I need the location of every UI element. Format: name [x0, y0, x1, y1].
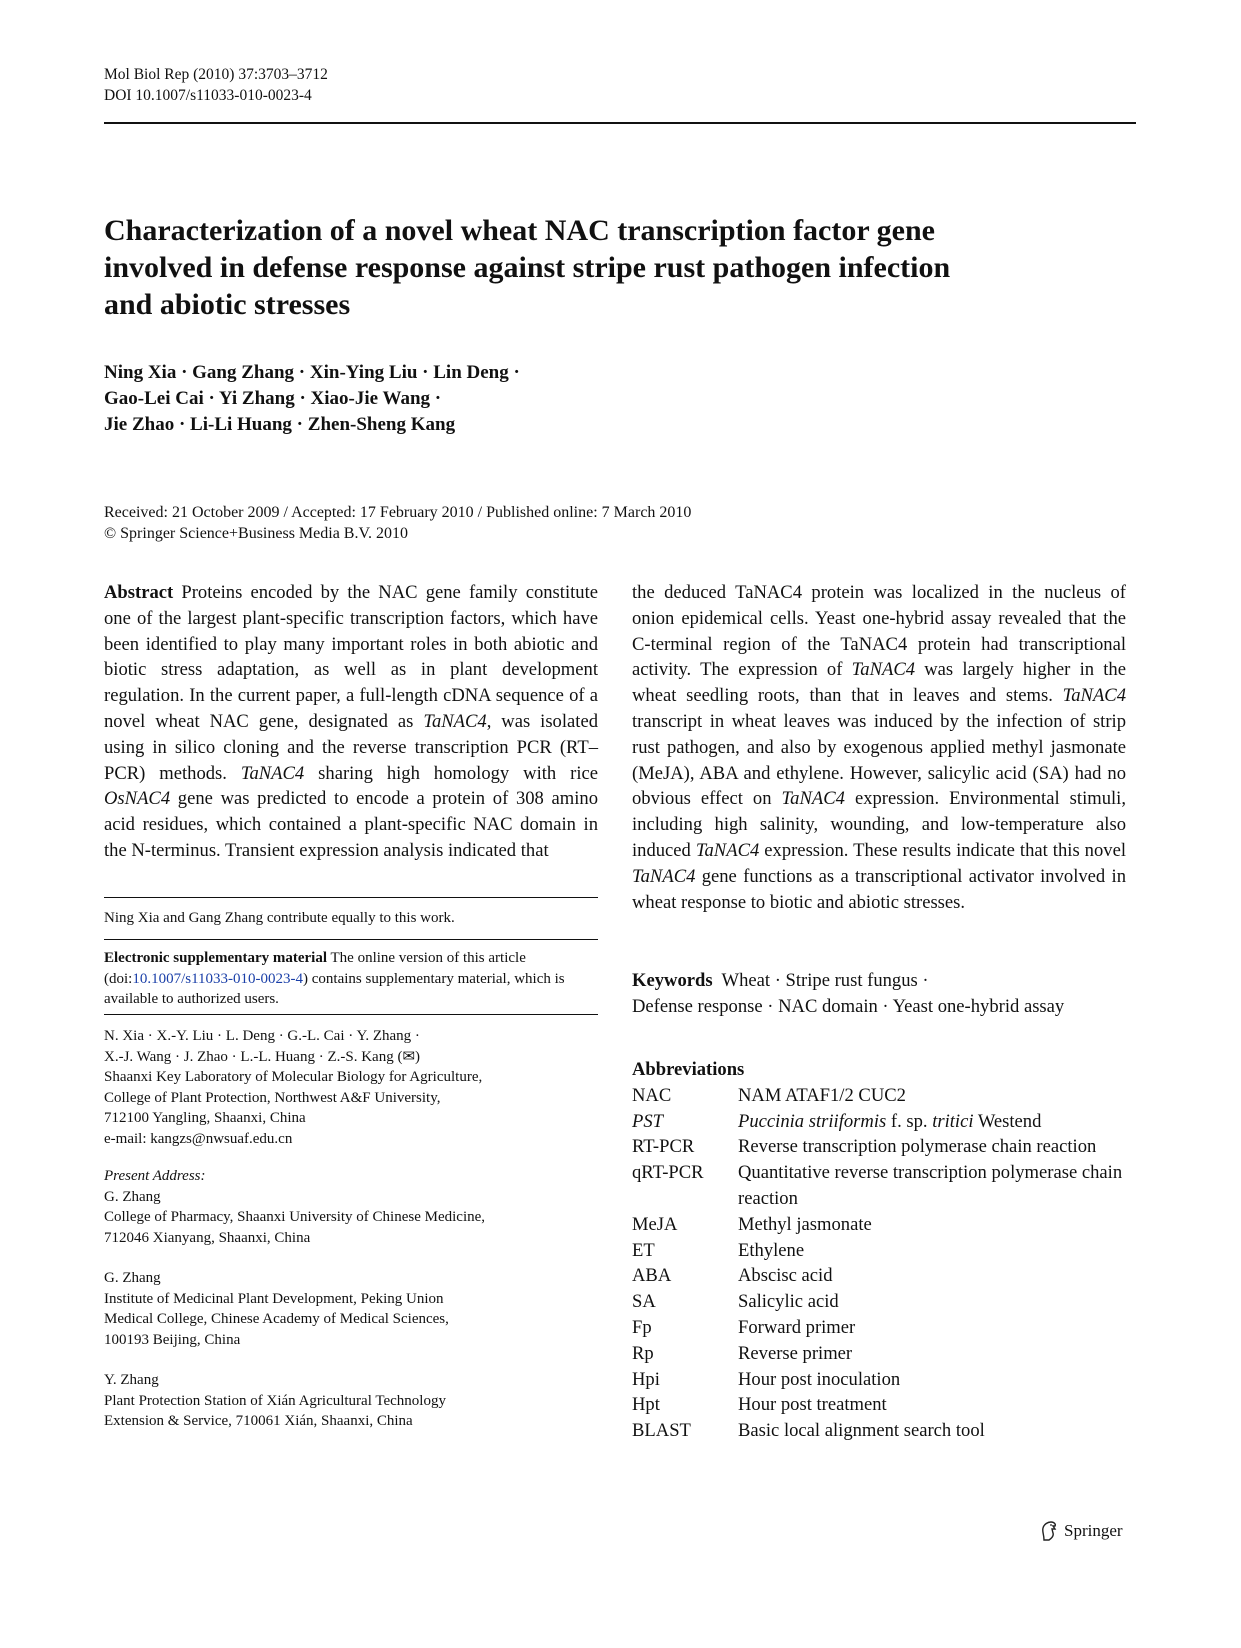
abbreviation-definition: Abscisc acid [738, 1265, 833, 1287]
abstract-heading: Abstract [104, 582, 174, 603]
abbreviation-row [632, 1109, 1132, 1135]
abbreviation-term: RT-PCR [632, 1136, 695, 1158]
affiliation-line: 712100 Yangling, Shaanxi, China [104, 1110, 306, 1126]
esm-text: The online version of this article (doi: [104, 950, 526, 987]
present-address-line: Extension & Service, 710061 Xián, Shaanxi, China [104, 1413, 413, 1429]
abbreviation-row [632, 1160, 1132, 1212]
footnote-divider [104, 1014, 598, 1015]
gene-name: TaNAC4 [695, 839, 760, 861]
abstract-paragraph-continued [632, 580, 1126, 915]
esm-heading: Electronic supplementary material [104, 950, 328, 966]
abbreviation-definition: Quantitative reverse transcription polymerase chain reaction [738, 1162, 1123, 1209]
footnote-divider [104, 897, 598, 898]
abbreviation-term: ET [632, 1239, 655, 1261]
present-address-name: Y. Zhang [104, 1372, 159, 1388]
gene-name: TaNAC4 [851, 659, 916, 681]
abbreviation-definition: Hour post inoculation [738, 1368, 901, 1390]
abbreviation-definition: Reverse transcription polymerase chain reaction [738, 1136, 1097, 1158]
springer-horse-icon [1040, 1520, 1060, 1542]
title-line: Characterization of a novel wheat NAC transcription factor gene [104, 214, 935, 247]
copyright-line: © Springer Science+Business Media B.V. 2010 [104, 525, 408, 542]
abbreviation-row [632, 1418, 1132, 1444]
affiliation-line: Shaanxi Key Laboratory of Molecular Biology for Agriculture, [104, 1069, 483, 1085]
footnote-divider [104, 939, 598, 940]
abbreviation-row [632, 1289, 1132, 1315]
abbreviation-definition: Salicylic acid [738, 1291, 839, 1313]
present-address-block [104, 1166, 598, 1432]
article-title [104, 212, 1104, 323]
present-address-line: College of Pharmacy, Shaanxi University of Chinese Medicine, [104, 1209, 486, 1225]
esm-doi-link[interactable]: 10.1007/s11033-010-0023-4 [132, 970, 304, 987]
abbreviation-definition: Ethylene [738, 1239, 805, 1261]
abstract-text: the deduced TaNAC4 protein was localized in the nucleus of onion epidemical cells. Yeast one-hybrid assay revealed that the C-terminal region of the TaNAC4 protein had transcriptional activity. The expression of [632, 582, 1126, 681]
affiliation-line: College of Plant Protection, Northwest A&F University, [104, 1089, 441, 1106]
keywords-text: Wheat · Stripe rust fungus · [712, 970, 929, 991]
doi: DOI 10.1007/s11033-010-0023-4 [104, 87, 312, 104]
contact-email: e-mail: kangzs@nwsuaf.edu.cn [104, 1130, 293, 1147]
equal-contribution-note [104, 908, 598, 929]
abbreviation-definition: Reverse primer [738, 1342, 853, 1364]
abstract-text: sharing high homology with rice [304, 762, 598, 784]
author-line: Gao-Lei Cai · Yi Zhang · Xiao-Jie Wang · [104, 388, 442, 409]
abbreviation-definition: Puccinia striiformis f. sp. tritici Westend [738, 1110, 1042, 1132]
abbreviation-term: Hpi [632, 1368, 660, 1390]
abbreviation-term: ABA [632, 1265, 672, 1287]
abstract-paragraph [104, 580, 598, 864]
esm-note [104, 948, 574, 1010]
abbreviation-term: NAC [632, 1084, 672, 1106]
abbreviation-definition: Hour post treatment [738, 1394, 887, 1416]
gene-name: TaNAC4 [240, 762, 305, 784]
present-address-label: Present Address: [104, 1168, 206, 1184]
received-accepted-line: Received: 21 October 2009 / Accepted: 17 February 2010 / Published online: 7 March 2010 [104, 504, 692, 521]
author-line: Jie Zhao · Li-Li Huang · Zhen-Sheng Kang [104, 414, 456, 435]
abbreviation-row [632, 1083, 1132, 1109]
title-line: involved in defense response against stripe rust pathogen infection [104, 251, 951, 284]
journal-citation: Mol Biol Rep (2010) 37:3703–3712 [104, 66, 328, 83]
abbreviations-block [632, 1057, 1132, 1444]
present-address-line: Medical College, Chinese Academy of Medical Sciences, [104, 1311, 449, 1327]
abbreviation-term: SA [632, 1291, 656, 1313]
abbreviation-term: Hpt [632, 1394, 660, 1416]
present-address-line: Institute of Medicinal Plant Development, Peking Union [104, 1290, 444, 1307]
esm-text: ) contains supplementary material, which is available to authorized users. [104, 970, 565, 1007]
publisher-name: Springer [1064, 1521, 1123, 1540]
abbreviation-definition: Basic local alignment search tool [738, 1420, 985, 1442]
present-address-line: Plant Protection Station of Xián Agricultural Technology [104, 1392, 446, 1409]
abstract-text: , was isolated using in silico cloning and the reverse transcription PCR (RT–PCR) methods. [104, 710, 598, 784]
keywords-block [632, 968, 1132, 1020]
keywords-label: Keywords [632, 970, 713, 991]
gene-name: TaNAC4 [781, 788, 845, 810]
keywords-text: Defense response · NAC domain · Yeast one-hybrid assay [632, 995, 1065, 1017]
publication-dates [104, 502, 691, 544]
abstract-text: was largely higher in the wheat seedling roots, than that in leaves and stems. [632, 659, 1126, 707]
abstract-text: expression. Environmental stimuli, including high salinity, wounding, and low-temperature also induced [632, 788, 1126, 861]
abbreviations-table [632, 1083, 1132, 1444]
abstract-text: transcript in wheat leaves was induced by the infection of strip rust pathogen, and also by exogenous applied methyl jasmonate (MeJA), ABA and ethylene. However, salicylic acid (SA) had no obvious effect on [632, 710, 1126, 810]
abbreviation-row [632, 1134, 1132, 1160]
present-address-line: 100193 Beijing, China [104, 1331, 241, 1348]
abstract-text: expression. These results indicate that this novel [759, 839, 1126, 861]
abstract-text: Proteins encoded by the NAC gene family constitute one of the largest plant-specific transcription factors, which have been identified to play many important roles in both abiotic and biotic stress adaptation, as well as in plant development regulation. In the current paper, a full-length cDNA sequence of a novel wheat NAC gene, designated as [104, 582, 598, 732]
abbreviation-term: BLAST [632, 1420, 691, 1442]
abstract-text: gene functions as a transcriptional activator involved in wheat response to biotic and abiotic stresses. [632, 865, 1126, 913]
abbreviation-row [632, 1212, 1132, 1238]
gene-name: OsNAC4 [104, 788, 171, 810]
abstract-right-column [632, 580, 1126, 915]
present-address-line: 712046 Xianyang, Shaanxi, China [104, 1229, 311, 1246]
abbreviation-term: PST [632, 1110, 663, 1132]
abbreviation-definition: Forward primer [738, 1316, 856, 1338]
journal-header [104, 64, 328, 106]
abbreviation-row [632, 1341, 1132, 1367]
abbreviations-heading: Abbreviations [632, 1059, 745, 1080]
abstract-left-column [104, 580, 598, 864]
abbreviation-definition: Methyl jasmonate [738, 1213, 872, 1235]
header-divider [104, 122, 1136, 124]
abbreviation-row [632, 1367, 1132, 1393]
equal-contribution-text: Ning Xia and Gang Zhang contribute equally to this work. [104, 910, 455, 926]
abbreviation-row [632, 1263, 1132, 1289]
author-line: Ning Xia · Gang Zhang · Xin-Ying Liu · Lin Deng · [104, 362, 520, 383]
present-address-name: G. Zhang [104, 1188, 161, 1205]
abbreviation-term: qRT-PCR [632, 1162, 704, 1184]
abbreviation-row [632, 1238, 1132, 1264]
abbreviation-term: MeJA [632, 1213, 678, 1235]
present-address-name: G. Zhang [104, 1270, 161, 1286]
abstract-text: gene was predicted to encode a protein of 308 amino acid residues, which contained a plant-specific NAC domain in the N-terminus. Transient expression analysis indicated that [104, 788, 598, 861]
title-line: and abiotic stresses [104, 288, 351, 321]
publisher-logo [1040, 1520, 1123, 1542]
gene-name: TaNAC4 [1062, 685, 1126, 707]
abbreviation-term: Rp [632, 1342, 654, 1364]
abbreviation-definition: NAM ATAF1/2 CUC2 [738, 1084, 906, 1106]
author-list [104, 360, 520, 438]
affiliation-block [104, 1026, 598, 1149]
abbreviation-row [632, 1315, 1132, 1341]
abbreviation-term: Fp [632, 1316, 652, 1338]
affiliation-authors: N. Xia · X.-Y. Liu · L. Deng · G.-L. Cai · Y. Zhang · [104, 1028, 420, 1044]
gene-name: TaNAC4 [423, 710, 487, 732]
abbreviation-row [632, 1392, 1132, 1418]
gene-name: TaNAC4 [632, 865, 696, 887]
affiliation-authors: X.-J. Wang · J. Zhao · L.-L. Huang · Z.-S. Kang (✉) [104, 1048, 421, 1065]
